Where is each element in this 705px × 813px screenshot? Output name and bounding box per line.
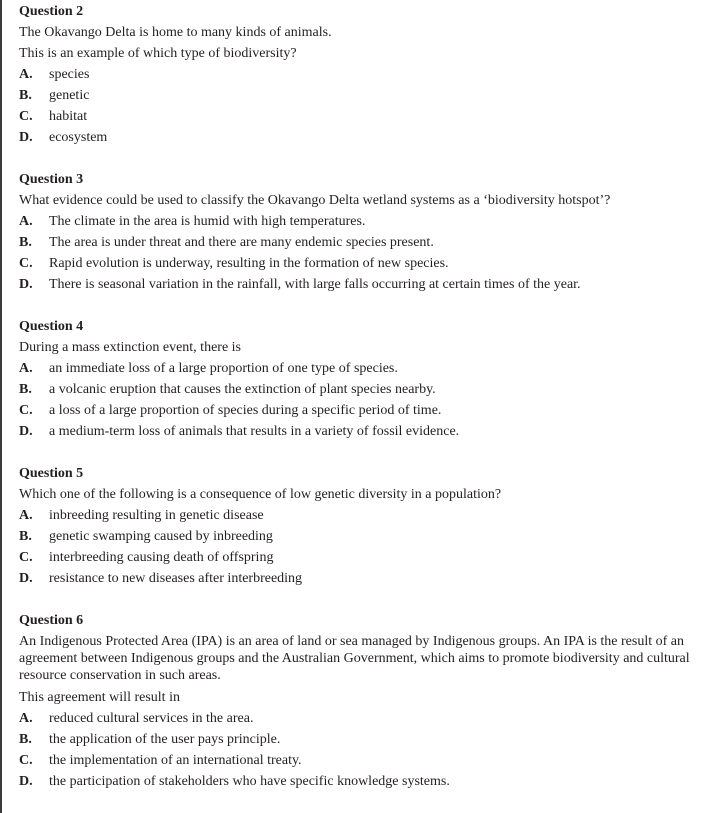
option-text: the implementation of an international treaty. xyxy=(49,753,302,768)
option-letter: C. xyxy=(19,753,33,768)
option-b[interactable] xyxy=(19,528,703,545)
question-title: Question 5 xyxy=(19,466,84,481)
option-letter: A. xyxy=(19,214,33,229)
option-text: the participation of stakeholders who have specific knowledge systems. xyxy=(49,774,450,789)
option-a[interactable] xyxy=(19,710,703,727)
option-d[interactable] xyxy=(19,423,703,440)
question-stem: This agreement will result in xyxy=(19,690,180,705)
option-letter: D. xyxy=(19,277,33,292)
question-5 xyxy=(19,466,703,587)
question-stem: During a mass extinction event, there is xyxy=(19,340,241,355)
option-text: species xyxy=(49,67,90,82)
question-3 xyxy=(19,172,703,293)
option-text: reduced cultural services in the area. xyxy=(49,711,254,726)
option-a[interactable] xyxy=(19,360,703,377)
section-gap xyxy=(19,293,703,319)
option-text: habitat xyxy=(49,109,88,124)
question-page xyxy=(19,4,703,790)
option-text: Rapid evolution is underway, resulting in the formation of new species. xyxy=(49,256,449,271)
option-letter: B. xyxy=(19,88,32,103)
question-6 xyxy=(19,613,703,790)
option-a[interactable] xyxy=(19,507,703,524)
question-title: Question 6 xyxy=(19,613,84,628)
answer-options xyxy=(19,213,703,293)
page-left-border xyxy=(0,0,2,813)
option-letter: D. xyxy=(19,774,33,789)
option-text: a medium-term loss of animals that results in a variety of fossil evidence. xyxy=(49,424,460,439)
option-text: ecosystem xyxy=(49,130,108,145)
option-c[interactable] xyxy=(19,549,703,566)
option-letter: C. xyxy=(19,403,33,418)
option-letter: B. xyxy=(19,382,32,397)
option-text: an immediate loss of a large proportion of one type of species. xyxy=(49,361,398,376)
option-d[interactable] xyxy=(19,276,703,293)
option-c[interactable] xyxy=(19,255,703,272)
question-stem: This is an example of which type of biodiversity? xyxy=(19,46,297,61)
option-text: resistance to new diseases after interbreeding xyxy=(49,571,303,586)
option-text: a volcanic eruption that causes the extinction of plant species nearby. xyxy=(49,382,436,397)
option-text: the application of the user pays principle. xyxy=(49,732,281,747)
question-stem: Which one of the following is a consequence of low genetic diversity in a population? xyxy=(19,487,502,502)
section-gap xyxy=(19,587,703,613)
question-title: Question 4 xyxy=(19,319,84,334)
option-letter: C. xyxy=(19,550,33,565)
section-gap xyxy=(19,146,703,172)
question-stem: What evidence could be used to classify the Okavango Delta wetland systems as a ‘biodiversity hotspot’? xyxy=(19,193,611,208)
answer-options xyxy=(19,360,703,440)
option-letter: B. xyxy=(19,235,32,250)
option-letter: A. xyxy=(19,508,33,523)
option-b[interactable] xyxy=(19,87,703,104)
option-text: genetic xyxy=(49,88,90,103)
option-b[interactable] xyxy=(19,381,703,398)
question-stem: The Okavango Delta is home to many kinds of animals. xyxy=(19,25,332,40)
option-letter: A. xyxy=(19,361,33,376)
option-a[interactable] xyxy=(19,213,703,230)
option-letter: D. xyxy=(19,130,33,145)
option-b[interactable] xyxy=(19,234,703,251)
option-text: The climate in the area is humid with high temperatures. xyxy=(49,214,366,229)
option-letter: C. xyxy=(19,109,33,124)
question-stem: An Indigenous Protected Area (IPA) is an area of land or sea managed by Indigenous groups. An IPA is the result of an agreement between Indigenous groups and the Australian Government, which aims to promote biodiversity and cultural resource conservation in such areas. xyxy=(19,634,690,683)
question-title: Question 3 xyxy=(19,172,84,187)
option-text: genetic swamping caused by inbreeding xyxy=(49,529,273,544)
question-2 xyxy=(19,4,703,146)
option-letter: A. xyxy=(19,711,33,726)
question-title: Question 2 xyxy=(19,4,84,19)
option-text: inbreeding resulting in genetic disease xyxy=(49,508,264,523)
answer-options xyxy=(19,710,703,790)
option-c[interactable] xyxy=(19,402,703,419)
option-a[interactable] xyxy=(19,66,703,83)
option-letter: B. xyxy=(19,529,32,544)
section-gap xyxy=(19,440,703,466)
option-letter: D. xyxy=(19,571,33,586)
option-letter: D. xyxy=(19,424,33,439)
answer-options xyxy=(19,507,703,587)
option-text: The area is under threat and there are many endemic species present. xyxy=(49,235,434,250)
option-c[interactable] xyxy=(19,752,703,769)
option-text: a loss of a large proportion of species during a specific period of time. xyxy=(49,403,442,418)
option-c[interactable] xyxy=(19,108,703,125)
question-4 xyxy=(19,319,703,440)
option-letter: B. xyxy=(19,732,32,747)
option-d[interactable] xyxy=(19,773,703,790)
answer-options xyxy=(19,66,703,146)
option-text: interbreeding causing death of offspring xyxy=(49,550,274,565)
option-letter: C. xyxy=(19,256,33,271)
option-letter: A. xyxy=(19,67,33,82)
option-text: There is seasonal variation in the rainfall, with large falls occurring at certain times of the year. xyxy=(49,277,581,292)
option-b[interactable] xyxy=(19,731,703,748)
option-d[interactable] xyxy=(19,129,703,146)
option-d[interactable] xyxy=(19,570,703,587)
